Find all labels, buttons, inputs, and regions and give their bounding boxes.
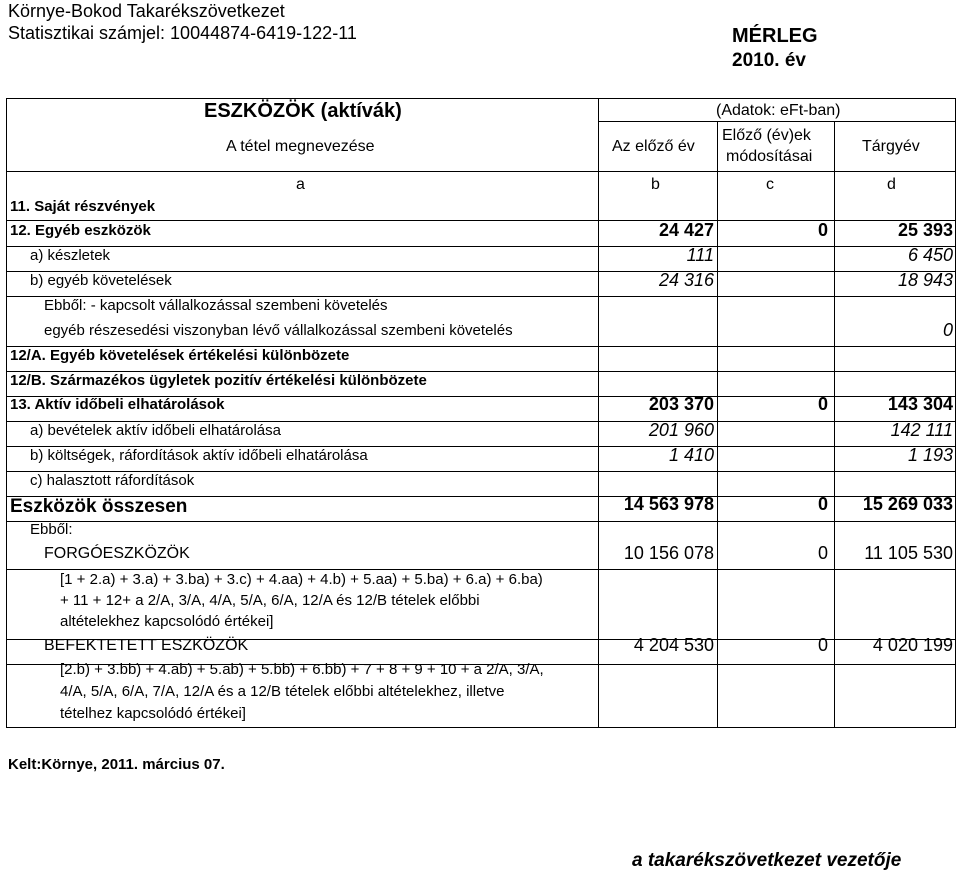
row-rule-12: [7, 521, 955, 522]
col-divider-1: [598, 99, 599, 727]
col-divider-2: [717, 121, 718, 727]
row-label: FORGÓESZKÖZÖK: [44, 545, 190, 562]
document-title: MÉRLEG: [732, 25, 818, 47]
col-letter-b: b: [651, 176, 660, 193]
row-label: + 11 + 12+ a 2/A, 3/A, 4/A, 5/A, 6/A, 12/A és 12/B tételek előbbi: [60, 592, 480, 609]
row-label: BEFEKTETETT ESZKÖZÖK: [44, 637, 249, 654]
row-value-curr: 25 393: [897, 220, 953, 240]
row-value-mod: 0: [817, 494, 828, 514]
section-title: ESZKÖZÖK (aktívák): [204, 100, 402, 122]
row-value-curr: 1 193: [907, 445, 953, 465]
header-rule-top: [598, 121, 955, 122]
row-label: Ebből: - kapcsolt vállalkozással szembeni követelés: [44, 297, 388, 314]
row-label: altételekhez kapcsolódó értékei]: [60, 613, 274, 630]
row-label: [1 + 2.a) + 3.a) + 3.ba) + 3.c) + 4.aa) + 4.b) + 5.aa) + 5.ba) + 6.a) + 6.ba): [60, 571, 543, 588]
row-label: c) halasztott ráfordítások: [30, 472, 195, 489]
row-value-prev: 14 563 978: [623, 494, 714, 514]
row-label: b) költségek, ráfordítások aktív időbeli elhatárolása: [30, 447, 368, 464]
row-label: egyéb részesedési viszonyban lévő vállalkozással szembeni követelés: [44, 322, 513, 339]
col-header-item: A tétel megnevezése: [226, 138, 375, 155]
row-label: Ebből:: [30, 521, 73, 538]
balance-sheet-table: [6, 98, 956, 728]
col-divider-3: [834, 121, 835, 727]
row-value-prev: 201 960: [648, 420, 714, 440]
col-header-mod-2: módosításai: [726, 148, 813, 165]
row-value-curr: 15 269 033: [862, 494, 953, 514]
stat-number: Statisztikai számjel: 10044874-6419-122-11: [8, 23, 357, 43]
row-label: b) egyéb követelések: [30, 272, 172, 289]
row-label: 12/B. Származékos ügyletek pozitív értékelési különbözete: [10, 372, 427, 389]
row-label: 4/A, 5/A, 6/A, 7/A, 12/A és a 12/B tételek előbbi altételekhez, illetve: [60, 683, 505, 700]
header-rule-bottom: [7, 171, 955, 172]
document-year: 2010. év: [732, 50, 806, 71]
row-value-mod: 0: [817, 220, 828, 240]
dated-line: Kelt:Környe, 2011. március 07.: [8, 756, 225, 773]
row-value-curr: 4 020 199: [872, 635, 953, 655]
units-note: (Adatok: eFt-ban): [716, 102, 841, 119]
row-label: [2.b) + 3.bb) + 4.ab) + 5.ab) + 5.bb) + 6.bb) + 7 + 8 + 9 + 10 + a 2/A, 3/A,: [60, 661, 544, 678]
row-label: a) bevételek aktív időbeli elhatárolása: [30, 422, 281, 439]
row-value-curr: 0: [942, 320, 953, 340]
row-value-prev: 111: [686, 245, 714, 265]
row-value-mod: 0: [817, 635, 828, 655]
row-value-mod: 0: [817, 543, 828, 563]
col-letter-d: d: [887, 176, 896, 193]
org-name: Környe-Bokod Takarékszövetkezet: [8, 1, 285, 21]
row-value-curr: 11 105 530: [864, 543, 953, 563]
row-value-curr: 6 450: [907, 245, 953, 265]
row-label: Eszközök összesen: [10, 496, 188, 517]
row-value-prev: 24 427: [658, 220, 714, 240]
col-letter-c: c: [766, 176, 774, 193]
row-rule-1: [7, 220, 955, 221]
row-value-prev: 24 316: [658, 270, 714, 290]
row-value-mod: 0: [817, 394, 828, 414]
row-label: 12. Egyéb eszközök: [10, 222, 151, 239]
signature-line: a takarékszövetkezet vezetője: [632, 850, 902, 871]
row-value-prev: 203 370: [648, 394, 714, 414]
row-label: 13. Aktív időbeli elhatárolások: [10, 396, 225, 413]
row-value-curr: 142 111: [890, 420, 953, 440]
row-rule-2: [7, 246, 955, 247]
row-label: 11. Saját részvények: [10, 198, 156, 215]
row-label: a) készletek: [30, 247, 111, 264]
row-value-curr: 143 304: [887, 394, 953, 414]
col-header-mod-1: Előző (év)ek: [722, 127, 811, 144]
row-value-curr: 18 943: [897, 270, 953, 290]
col-letter-a: a: [296, 176, 305, 193]
row-rule-13: [7, 569, 955, 570]
row-label: tételhez kapcsolódó értékei]: [60, 705, 246, 722]
col-header-curr: Tárgyév: [862, 138, 920, 155]
col-header-prev: Az előző év: [612, 138, 695, 155]
row-label: 12/A. Egyéb követelések értékelési különbözete: [10, 347, 350, 364]
row-value-prev: 1 410: [668, 445, 714, 465]
row-value-prev: 10 156 078: [623, 543, 714, 563]
row-value-prev: 4 204 530: [633, 635, 714, 655]
